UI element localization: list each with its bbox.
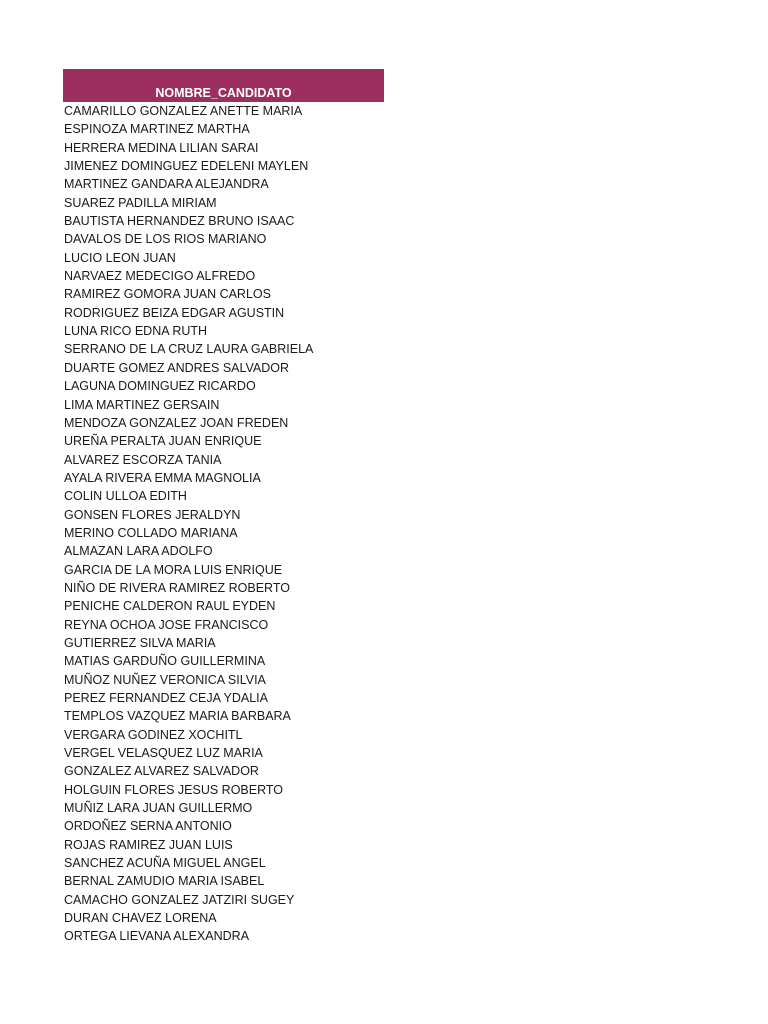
table-row: GONZALEZ ALVAREZ SALVADOR (64, 764, 259, 779)
candidate-list (63, 102, 384, 946)
table-row: HERRERA MEDINA LILIAN SARAI (64, 140, 259, 155)
table-row: SANCHEZ ACUÑA MIGUEL ANGEL (64, 856, 266, 871)
table-row: TEMPLOS VAZQUEZ MARIA BARBARA (64, 709, 291, 724)
table-row: BAUTISTA HERNANDEZ BRUNO ISAAC (64, 214, 295, 229)
table-row: AYALA RIVERA EMMA MAGNOLIA (64, 470, 261, 485)
table-row: ALVAREZ ESCORZA TANIA (64, 452, 222, 467)
table-row: UREÑA PERALTA JUAN ENRIQUE (64, 434, 262, 449)
table-row: ALMAZAN LARA ADOLFO (64, 544, 213, 559)
table-row: LIMA MARTINEZ GERSAIN (64, 397, 220, 412)
table-row: LAGUNA DOMINGUEZ RICARDO (64, 379, 256, 394)
table-row: DAVALOS DE LOS RIOS MARIANO (64, 232, 267, 247)
table-row: ESPINOZA MARTINEZ MARTHA (64, 122, 250, 137)
table-row: VERGARA GODINEZ XOCHITL (64, 727, 243, 742)
table-row: GONSEN FLORES JERALDYN (64, 507, 241, 522)
column-header-nombre-candidato: NOMBRE_CANDIDATO (63, 69, 384, 102)
table-row: DURAN CHAVEZ LORENA (64, 911, 217, 926)
table-row: SUAREZ PADILLA MIRIAM (64, 195, 217, 210)
table-row: ROJAS RAMIREZ JUAN LUIS (64, 837, 233, 852)
table-row: CAMACHO GONZALEZ JATZIRI SUGEY (64, 892, 295, 907)
candidate-table (63, 69, 384, 946)
table-row: SERRANO DE LA CRUZ LAURA GABRIELA (64, 342, 314, 357)
table-row: GUTIERREZ SILVA MARIA (64, 635, 216, 650)
table-row: CAMARILLO GONZALEZ ANETTE MARIA (64, 104, 303, 118)
table-row: NARVAEZ MEDECIGO ALFREDO (64, 269, 256, 284)
table-row: BERNAL ZAMUDIO MARIA ISABEL (64, 874, 265, 889)
table-row: RAMIREZ GOMORA JUAN CARLOS (64, 287, 271, 302)
table-row: LUCIO LEON JUAN (64, 250, 176, 265)
table-row: RODRIGUEZ BEIZA EDGAR AGUSTIN (64, 305, 285, 320)
table-row: LUNA RICO EDNA RUTH (64, 324, 208, 339)
table-row: DUARTE GOMEZ ANDRES SALVADOR (64, 360, 290, 375)
table-row: COLIN ULLOA EDITH (64, 489, 187, 504)
table-row: MENDOZA GONZALEZ JOAN FREDEN (64, 415, 289, 430)
table-row: ORTEGA LIEVANA ALEXANDRA (64, 929, 250, 944)
table-row: REYNA OCHOA JOSE FRANCISCO (64, 617, 269, 632)
table-row: MATIAS GARDUÑO GUILLERMINA (64, 654, 266, 669)
table-row: MUÑIZ LARA JUAN GUILLERMO (64, 801, 253, 816)
table-row: PENICHE CALDERON RAUL EYDEN (64, 599, 276, 614)
table-row: JIMENEZ DOMINGUEZ EDELENI MAYLEN (64, 159, 309, 174)
table-row: MARTINEZ GANDARA ALEJANDRA (64, 177, 269, 192)
table-row: VERGEL VELASQUEZ LUZ MARIA (64, 746, 263, 761)
table-row: ORDOÑEZ SERNA ANTONIO (64, 819, 232, 834)
table-row: HOLGUIN FLORES JESUS ROBERTO (64, 782, 284, 797)
table-row: PEREZ FERNANDEZ CEJA YDALIA (64, 691, 268, 705)
table-row: NIÑO DE RIVERA RAMIREZ ROBERTO (64, 580, 290, 595)
table-row: GARCIA DE LA MORA LUIS ENRIQUE (64, 562, 283, 577)
table-row: MERINO COLLADO MARIANA (64, 525, 238, 540)
table-row: MUÑOZ NUÑEZ VERONICA SILVIA (64, 672, 266, 687)
